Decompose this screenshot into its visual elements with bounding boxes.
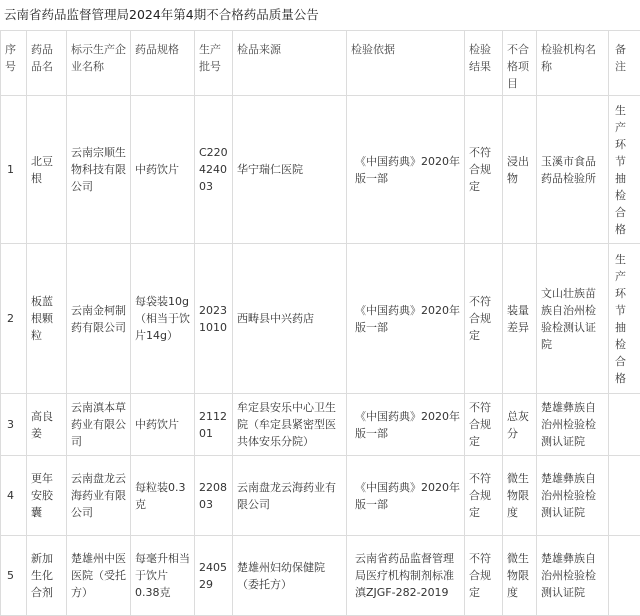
header-note: 备注	[609, 31, 640, 96]
cell-seq: 5	[1, 536, 27, 616]
table-row	[1, 244, 640, 394]
cell-spec: 每袋装10g（相当于饮片14g）	[131, 244, 195, 394]
header-source: 检品来源	[233, 31, 347, 96]
cell-note: 生产环节抽检合格	[609, 96, 640, 244]
cell-result: 不符合规定	[465, 536, 503, 616]
cell-batch: 20231010	[195, 244, 233, 394]
cell-agency: 楚雄彝族自治州检验检测认证院	[537, 394, 609, 456]
cell-source: 牟定县安乐中心卫生院（牟定县紧密型医共体安乐分院）	[233, 394, 347, 456]
cell-maker: 云南盘龙云海药业有限公司	[67, 456, 131, 536]
cell-item: 微生物限度	[503, 456, 537, 536]
header-batch: 生产批号	[195, 31, 233, 96]
cell-result: 不符合规定	[465, 456, 503, 536]
cell-agency: 楚雄彝族自治州检验检测认证院	[537, 536, 609, 616]
cell-seq: 2	[1, 244, 27, 394]
cell-batch: C220424003	[195, 96, 233, 244]
cell-source: 云南盘龙云海药业有限公司	[233, 456, 347, 536]
header-spec: 药品规格	[131, 31, 195, 96]
cell-note: 生产环节抽检合格	[609, 244, 640, 394]
header-basis: 检验依据	[347, 31, 465, 96]
cell-maker: 云南金柯制药有限公司	[67, 244, 131, 394]
page-title: 云南省药品监督管理局2024年第4期不合格药品质量公告	[0, 0, 640, 30]
cell-batch: 220803	[195, 456, 233, 536]
header-name: 药品品名	[27, 31, 67, 96]
cell-item: 浸出物	[503, 96, 537, 244]
cell-note	[609, 394, 640, 456]
header-maker: 标示生产企业名称	[67, 31, 131, 96]
header-agency: 检验机构名称	[537, 31, 609, 96]
cell-maker: 楚雄州中医医院（受托方）	[67, 536, 131, 616]
cell-note	[609, 536, 640, 616]
cell-source: 楚雄州妇幼保健院（委托方）	[233, 536, 347, 616]
cell-result: 不符合规定	[465, 244, 503, 394]
cell-batch: 211201	[195, 394, 233, 456]
table-row	[1, 394, 640, 456]
cell-spec: 中药饮片	[131, 394, 195, 456]
cell-basis: 《中国药典》2020年版一部	[347, 456, 465, 536]
cell-name: 高良姜	[27, 394, 67, 456]
cell-source: 西畴县中兴药店	[233, 244, 347, 394]
table-row	[1, 536, 640, 616]
cell-basis: 《中国药典》2020年版一部	[347, 244, 465, 394]
cell-batch: 240529	[195, 536, 233, 616]
cell-maker: 云南滇本草药业有限公司	[67, 394, 131, 456]
quality-notice-table	[0, 30, 640, 616]
cell-note	[609, 456, 640, 536]
cell-name: 板蓝根颗粒	[27, 244, 67, 394]
cell-item: 微生物限度	[503, 536, 537, 616]
cell-spec: 中药饮片	[131, 96, 195, 244]
cell-item: 总灰分	[503, 394, 537, 456]
cell-agency: 文山壮族苗族自治州检验检测认证院	[537, 244, 609, 394]
cell-name: 新加生化合剂	[27, 536, 67, 616]
cell-maker: 云南宗顺生物科技有限公司	[67, 96, 131, 244]
cell-seq: 3	[1, 394, 27, 456]
cell-basis: 《中国药典》2020年版一部	[347, 96, 465, 244]
cell-name: 更年安胶囊	[27, 456, 67, 536]
cell-agency: 玉溪市食品药品检验所	[537, 96, 609, 244]
header-item: 不合格项目	[503, 31, 537, 96]
cell-spec: 每毫升相当于饮片0.38克	[131, 536, 195, 616]
cell-agency: 楚雄彝族自治州检验检测认证院	[537, 456, 609, 536]
cell-source: 华宁瑞仁医院	[233, 96, 347, 244]
cell-basis: 《中国药典》2020年版一部	[347, 394, 465, 456]
cell-result: 不符合规定	[465, 96, 503, 244]
header-seq: 序号	[1, 31, 27, 96]
cell-basis: 云南省药品监督管理局医疗机构制剂标准滇ZJGF-282-2019	[347, 536, 465, 616]
cell-spec: 每粒装0.3克	[131, 456, 195, 536]
cell-seq: 1	[1, 96, 27, 244]
table-row	[1, 456, 640, 536]
cell-item: 装量差异	[503, 244, 537, 394]
cell-seq: 4	[1, 456, 27, 536]
cell-result: 不符合规定	[465, 394, 503, 456]
cell-name: 北豆根	[27, 96, 67, 244]
header-result: 检验结果	[465, 31, 503, 96]
header-row	[1, 31, 640, 96]
table-row	[1, 96, 640, 244]
